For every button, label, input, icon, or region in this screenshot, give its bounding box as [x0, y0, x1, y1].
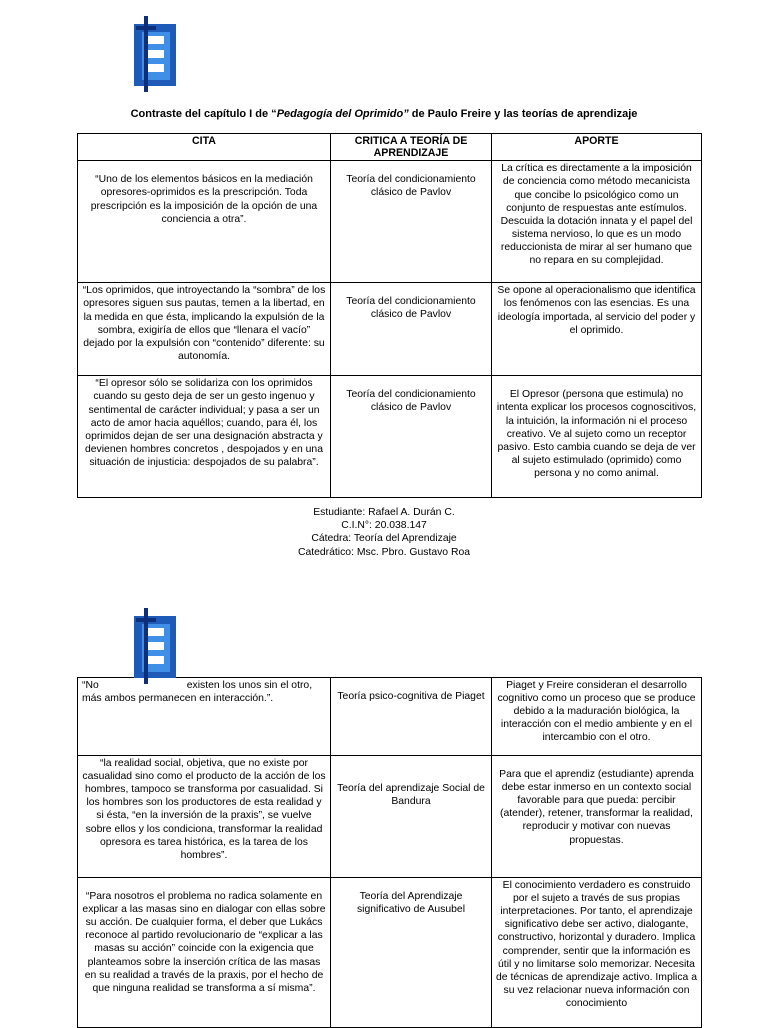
table-row	[78, 878, 702, 1028]
cita-cell: “El opresor sólo se solidariza con los oprimidos cuando su gesto deja de ser un gesto ingenuo y sentimental de carácter individual; y pasa a ser un acto de amor hacia aquéllos; cuando, para él, los oprimidos dejan de ser una designación abstracta y devienen hombres concretos , despojados y en una situación de injusticia: despojados de su palabra”.	[78, 376, 331, 498]
aporte-cell: El conocimiento verdadero es construido por el sujeto a través de sus propias interpretaciones. Por tanto, el aprendizaje significativo debe ser activo, dialogante, constructivo, horizontal y duradero. Implica comprender, sentir que la información es útil y no limitarse solo memorizar. Necesita de técnicas de aprendizaje activo. Implica a su vez relacionar nueva información con conocimiento	[492, 878, 702, 1028]
critica-cell: Teoría del condicionamiento clásico de Pavlov	[331, 376, 492, 498]
student-name: Estudiante: Rafael A. Durán C.	[313, 507, 455, 518]
table-row	[78, 678, 702, 756]
critica-cell: Teoría del aprendizaje Social de Bandura	[331, 756, 492, 878]
book-title: Pedagogía del Oprimido”	[276, 108, 409, 120]
aporte-cell: Se opone al operacionalismo que identifica los fenómenos con las esencias. Es una ideología importada, al servicio del poder y el oprimido.	[492, 283, 702, 376]
table-row	[78, 283, 702, 376]
professor-name: Catedrático: Msc. Pbro. Gustavo Roa	[297, 546, 471, 558]
aporte-cell: El Opresor (persona que estimula) no intenta explicar los procesos cognoscitivos, la intuición, la información ni el proceso creativo. Ve al sujeto como un receptor pasivo. Esto cambia cuando se deja de ver al sujeto estimulado (oprimido) como persona y no como animal.	[492, 376, 702, 498]
cita-cell: “Para nosotros el problema no radica solamente en explicar a las masas sino en dialogar con ellas sobre su acción. De cualquier forma, el deber que Lukács reconoce al partido revolucionario de “explicar a las masas su acción” coincide con la exigencia que planteamos sobre la inserción crítica de las masas en su realidad a través de la praxis, por el hecho de que ninguna realidad se transforma a sí misma”.	[78, 878, 331, 1028]
cita-cell: “la realidad social, objetiva, que no existe por casualidad sino como el producto de la acción de los hombres, tampoco se transforma por casualidad. Si los hombres son los productores de esta realidad y si ésta, “en la inversión de la praxis”, se vuelve sobre ellos y los condiciona, transformar la realidad opresora es tarea histórica, es la tarea de los hombres”.	[78, 756, 331, 878]
comparison-table-page1	[77, 133, 702, 498]
aporte-cell: La crítica es directamente a la imposición de conciencia como método mecanicista que concibe lo psicológico como un conjunto de respuestas ante estímulos. Descuida la dotación innata y el papel del sistema nervioso, lo que es un modo reduccionista de mirar al ser humano que no repara en su complejidad.	[492, 161, 702, 283]
table-row	[78, 161, 702, 283]
aporte-cell: Para que el aprendiz (estudiante) aprenda debe estar inmerso en un contexto social favorable para que pueda: percibir (atender), retener, transformar la realidad, reproducir y motivar con nuevas propuestas.	[492, 756, 702, 878]
cita-cell: “No existen los unos sin el otro, más ambos permanecen en interacción.”.	[78, 678, 331, 756]
table-row	[78, 376, 702, 498]
header-critica: CRITICA A TEORÍA DE APRENDIZAJE	[331, 134, 492, 161]
critica-cell: Teoría del condicionamiento clásico de Pavlov	[331, 161, 492, 283]
aporte-cell: Piaget y Freire consideran el desarrollo cognitivo como un proceso que se produce debido a la maduración biológica, la interacción con el medio ambiente y en el intercambio con el otro.	[492, 678, 702, 756]
course-name: Cátedra: Teoría del Aprendizaje	[311, 533, 457, 545]
comparison-table-page2	[77, 677, 702, 1028]
student-id: C.I.N°: 20.038.147	[341, 520, 427, 532]
document-title: Contraste del capítulo I de “Pedagogía del Oprimido” de Paulo Freire y las teorías de aprendizaje	[130, 108, 638, 120]
header-cita: CITA	[78, 134, 331, 161]
critica-cell: Teoría del Aprendizaje significativo de Ausubel	[331, 878, 492, 1028]
table-row	[78, 756, 702, 878]
critica-cell: Teoría psico-cognitiva de Piaget	[331, 678, 492, 756]
header-aporte: APORTE	[492, 134, 702, 161]
signature-block	[0, 506, 768, 559]
cita-cell: “Uno de los elementos básicos en la mediación opresores-oprimidos es la prescripción. Toda prescripción es la imposición de la opción de una conciencia a otra”.	[78, 161, 331, 283]
critica-cell: Teoría del condicionamiento clásico de Pavlov	[331, 283, 492, 376]
institution-logo-icon	[128, 16, 180, 92]
institution-logo-icon	[128, 608, 180, 684]
cita-cell: “Los oprimidos, que introyectando la “sombra” de los opresores siguen sus pautas, temen a la libertad, en la medida en que ésta, implicando la expulsión de la sombra, exigiría de ellos que “llenara el vacío” dejado por la expulsión con “contenido” diferente: su autonomía.	[78, 283, 331, 376]
